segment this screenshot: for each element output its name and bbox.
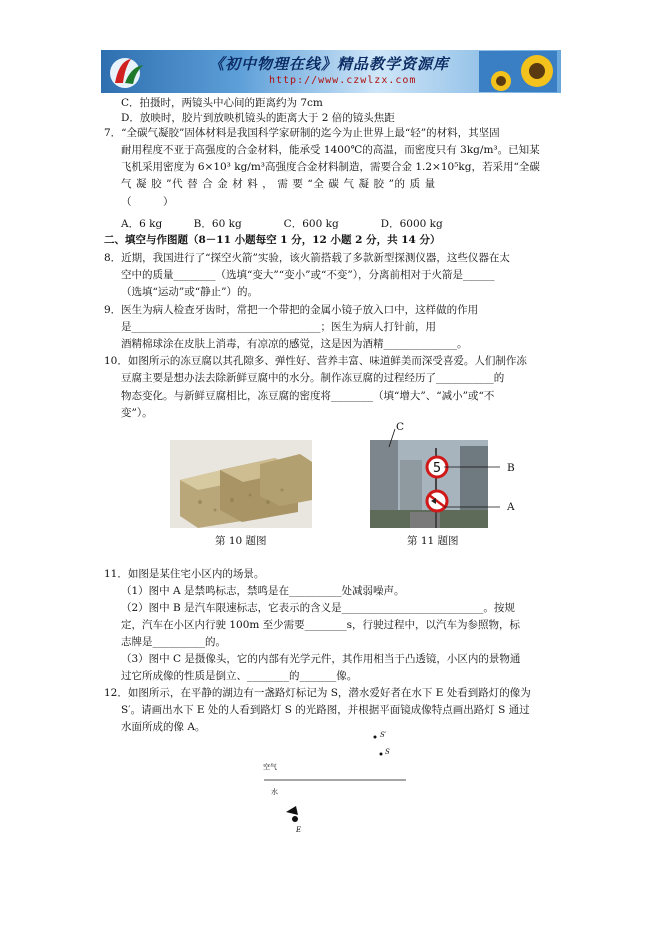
label-e: E xyxy=(296,826,302,834)
q9-line2: 是____________________________________；医生为病人打针前，用 xyxy=(121,321,436,333)
banner-title: 《初中物理在线》精品教学资源库 xyxy=(209,55,450,73)
header-banner xyxy=(101,50,561,93)
speed-limit-number: 5 xyxy=(432,461,442,476)
figure10-caption: 第 10 题图 xyxy=(215,535,267,547)
q12-line3: 水面所成的像 A。 xyxy=(121,721,206,733)
q8-line1: 8．近期，我国进行了“探空火箭”实验，该火箭搭载了多款新型探测仪器，这些仪器在太 xyxy=(104,252,510,264)
option-c: C．拍摄时，两镜头中心间的距离约为 7cm xyxy=(121,97,323,109)
q12-diagram xyxy=(260,725,420,840)
section-title: 二、填空与作图题（8－11 小题每空 1 分，12 小题 2 分，共 14 分） xyxy=(104,234,441,246)
q9-line1: 9．医生为病人检查牙齿时，常把一个带把的金属小镜子放入口中，这样做的作用 xyxy=(104,304,479,316)
q7-line3: 飞机采用密度为 6×10³ kg/m³高强度合金材料制造，需要合金 1.2×10⁵kg，若采用“全碳 xyxy=(121,161,540,173)
q10-line3: 物态变化。与新鲜豆腐相比，冻豆腐的密度将________（填“增大”、“减小”或“不 xyxy=(121,390,495,402)
q11-part2-line3: 志牌是__________的。 xyxy=(121,636,226,648)
label-a: A xyxy=(507,501,515,513)
frozen-tofu-photo xyxy=(170,440,312,528)
q7-line1: 7．“全碳气凝胶”固体材料是我国科学家研制的迄今为止世界上最“轻”的材料，其坚固 xyxy=(104,127,500,139)
label-b: B xyxy=(507,462,515,474)
figure11-caption: 第 11 题图 xyxy=(407,535,459,547)
option-d: D．放映时，胶片到放映机镜头的距离大于 2 倍的镜头焦距 xyxy=(121,112,395,124)
banner-url: http://www.czwlzx.com xyxy=(269,75,417,86)
logo-icon xyxy=(105,53,151,90)
q11-part2-line1: （2）图中 B 是汽车限速标志，它表示的含义是___________________________。按规 xyxy=(121,602,515,614)
label-c: C xyxy=(396,421,405,433)
q11-part2-line2: 定，汽车在小区内行驶 100m 至少需要________s，行驶过程中，以汽车为参照物，标 xyxy=(121,619,521,631)
sunflower-icon xyxy=(479,51,557,92)
q12-line2: S′。请画出水下 E 处的人看到路灯 S 的光路图，并根据平面镜成像特点画出路灯 S 通过 xyxy=(121,704,530,716)
q8-line2: 空中的质量________（选填“变大”“变小”或“不变”），分离前相对于火箭是______ xyxy=(121,269,495,281)
q11-part3-line1: （3）图中 C 是摄像头，它的内部有光学元件，其作用相当于凸透镜，小区内的景物通 xyxy=(121,653,521,665)
q11-part3-line2: 过它所成像的性质是倒立、________的_______像。 xyxy=(121,670,358,682)
q10-line1: 10．如图所示的冻豆腐以其孔隙多、弹性好、营养丰富、味道鲜美而深受喜爱。人们制作冻 xyxy=(104,355,527,367)
q7-line2: 耐用程度不亚于高强度的合金材料，能承受 1400℃的高温，而密度只有 3kg/m³。已知某 xyxy=(121,144,540,156)
label-s: S xyxy=(385,748,390,756)
sign-pointers xyxy=(440,464,502,510)
q12-line1: 12．如图所示，在平静的湖边有一盏路灯标记为 S，潜水爱好者在水下 E 处看到路灯的像为 xyxy=(104,687,531,699)
q10-line2: 豆腐主要是想办法去除新鲜豆腐中的水分。制作冻豆腐的过程经历了___________的 xyxy=(121,372,505,384)
label-air: 空气 xyxy=(263,763,277,771)
label-water: 水 xyxy=(271,788,278,796)
q11-intro: 11．如图是某住宅小区内的场景。 xyxy=(104,568,265,580)
label-s-prime: S′ xyxy=(380,731,387,739)
camera-pointer xyxy=(383,427,403,449)
q7-line4: 气 凝 胶 ”代 替 合 金 材 料 ， 需 要 “全 碳 气 凝 胶 ”的 质 量 xyxy=(121,178,436,190)
q7-options: A．6 kg B．60 kg C．600 kg D．6000 kg xyxy=(121,218,443,230)
q7-blank: （ ） xyxy=(121,196,174,208)
q10-line4: 变”）。 xyxy=(121,407,153,419)
q8-line3: （选填“运动”或“静止”）的。 xyxy=(121,286,258,298)
q9-line3: 酒精棉球涂在皮肤上消毒，有凉凉的感觉，这是因为酒精______________。 xyxy=(121,338,468,350)
q11-part1: （1）图中 A 是禁鸣标志，禁鸣是在__________处减弱噪声。 xyxy=(121,585,405,597)
